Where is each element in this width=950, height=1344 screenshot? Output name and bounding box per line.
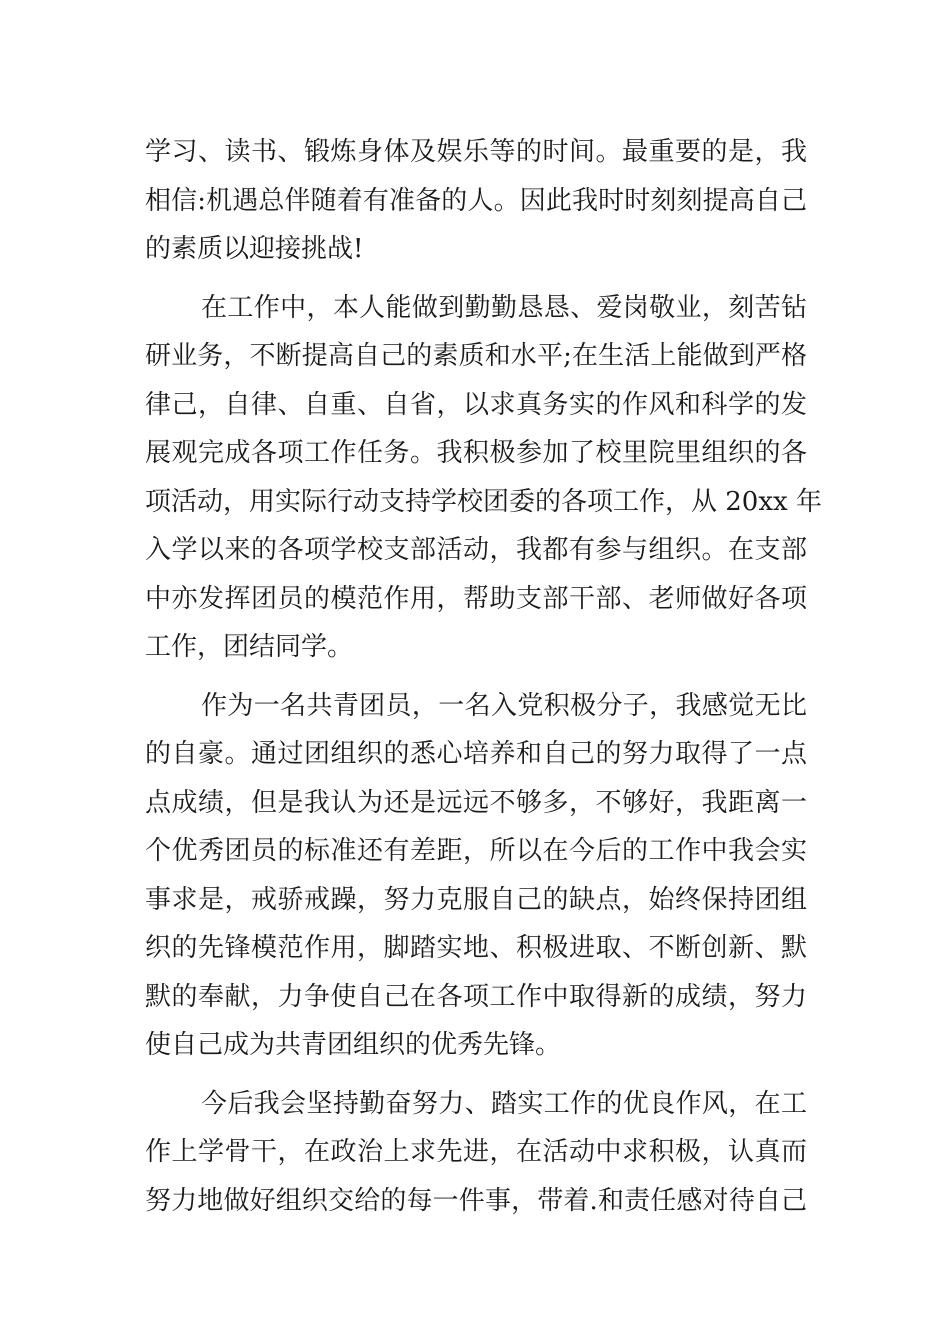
paragraph-1: [145, 128, 807, 274]
text-line: 项活动，用实际行动支持学校团委的各项工作，从 20xx 年: [145, 486, 822, 517]
text-line: 今后我会坚持勤奋努力、踏实工作的优良作风，在工: [201, 1088, 807, 1119]
document-body: [145, 128, 822, 1225]
text-line: 学习、读书、锻炼身体及娱乐等的时间。最重要的是，我: [145, 137, 807, 167]
text-line: 研业务，不断提高自己的素质和水平;在生活上能做到严格: [145, 341, 807, 371]
text-line: 的素质以迎接挑战!: [145, 234, 364, 264]
text-line: 在工作中，本人能做到勤勤恳恳、爱岗敬业，刻苦钻: [201, 292, 807, 323]
text-line: 入学以来的各项学校支部活动，我都有参与组织。在支部: [145, 535, 807, 565]
text-line: 的自豪。通过团组织的悉心培养和自己的努力取得了一点: [145, 739, 807, 769]
text-line: 点成绩，但是我认为还是远远不够多，不够好，我距离一: [145, 787, 807, 818]
text-line: 事求是，戒骄戒躁，努力克服自己的缺点，始终保持团组: [145, 884, 807, 915]
text-line: 作上学骨干，在政治上求先进，在活动中求积极，认真而: [145, 1137, 807, 1167]
paragraph-spacer: [145, 1070, 807, 1080]
paragraph-spacer: [145, 672, 807, 682]
text-line: 默的奉献，力争使自己在各项工作中取得新的成绩，努力: [145, 981, 807, 1012]
text-line: 作为一名共青团员，一名入党积极分子，我感觉无比: [201, 690, 807, 721]
text-line: 律己，自律、自重、自省，以求真务实的作风和科学的发: [145, 389, 807, 420]
paragraph-spacer: [145, 274, 807, 284]
text-line: 个优秀团员的标准还有差距，所以在今后的工作中我会实: [145, 836, 807, 866]
paragraph-2: [145, 284, 822, 672]
text-line: 展观完成各项工作任务。我积极参加了校里院里组织的各: [145, 438, 807, 468]
paragraph-3: [145, 682, 807, 1070]
text-line: 工作，团结同学。: [145, 632, 354, 662]
paragraph-4: [145, 1080, 807, 1226]
text-line: 中亦发挥团员的模范作用，帮助支部干部、老师做好各项: [145, 583, 807, 614]
text-line: 努力地做好组织交给的每一件事，带着.和责任感对待自己: [145, 1185, 807, 1216]
text-line: 使自己成为共青团组织的优秀先锋。: [145, 1030, 562, 1060]
text-line: 相信:机遇总伴随着有准备的人。因此我时时刻刻提高自己: [145, 185, 807, 216]
text-line: 织的先锋模范作用，脚踏实地、积极进取、不断创新、默: [145, 933, 807, 963]
